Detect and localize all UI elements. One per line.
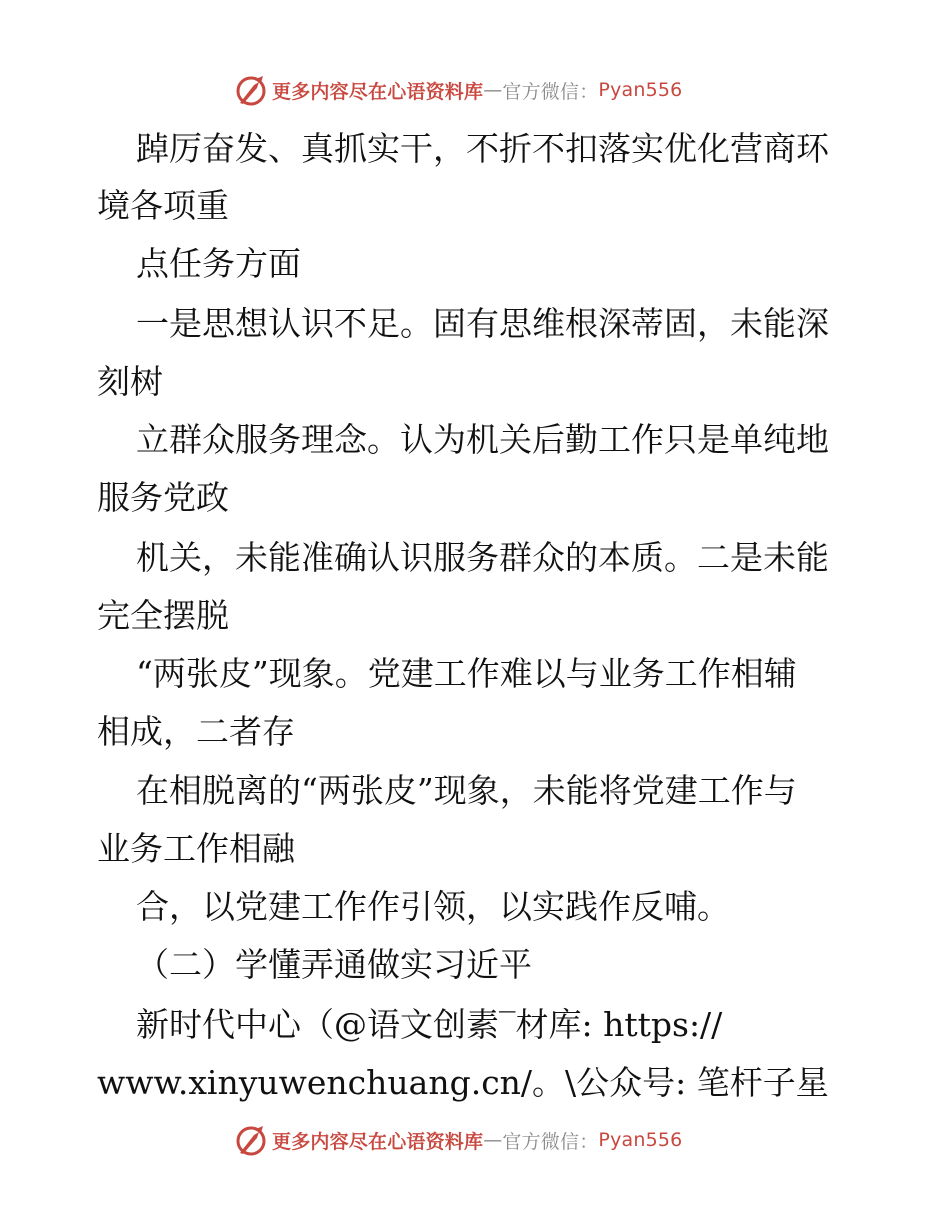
text-line-9: 完全摆脱 <box>97 596 229 635</box>
text-line-14: 合，以党建工作作引领，以实践作反哺。 <box>136 887 730 926</box>
brush-pen-logo-icon <box>234 73 268 107</box>
text-line-8: 机关，未能准确认识服务群众的本质。二是未能 <box>136 538 829 577</box>
brush-pen-logo-icon <box>234 1123 268 1157</box>
watermark-wechat-id: Pyan556 <box>598 79 683 101</box>
text-line-10: “两张皮”现象。党建工作难以与业务工作相辅 <box>136 654 797 693</box>
watermark-official-label: 官方微信： <box>502 80 599 103</box>
watermark-dash: — <box>483 1129 503 1151</box>
text-line-11: 相成，二者存 <box>97 712 295 751</box>
watermark-wechat-id: Pyan556 <box>598 1129 683 1151</box>
watermark-main-text: 更多内容尽在心语资料库 <box>272 1130 484 1153</box>
text-line-5: 刻树 <box>97 362 163 401</box>
text-line-6: 立群众服务理念。认为机关后勤工作只是单纯地 <box>136 420 829 459</box>
footer-watermark <box>234 1122 682 1158</box>
text-line-13: 业务工作相融 <box>97 829 295 868</box>
section-heading: （二）学懂弄通做实习近平 <box>136 945 532 984</box>
text-line-17: www.xinyuwenchuang.cn/。\公众号: 笔杆子星 <box>97 1063 829 1102</box>
watermark-dash: — <box>483 79 503 101</box>
header-watermark <box>234 72 682 108</box>
text-line-3: 点任务方面 <box>136 244 301 283</box>
text-line-16: 新时代中心（@语文创素‾材库: https:// <box>136 1005 723 1044</box>
text-line-1: 踔厉奋发、真抓实干，不折不扣落实优化营商环 <box>136 129 829 168</box>
watermark-official-label: 官方微信： <box>502 1130 599 1153</box>
text-line-7: 服务党政 <box>97 478 229 517</box>
text-line-2: 境各项重 <box>97 186 229 225</box>
watermark-main-text: 更多内容尽在心语资料库 <box>272 80 484 103</box>
text-line-12: 在相脱离的“两张皮”现象，未能将党建工作与 <box>136 771 797 810</box>
text-line-4: 一是思想认识不足。固有思维根深蒂固，未能深 <box>136 304 829 343</box>
